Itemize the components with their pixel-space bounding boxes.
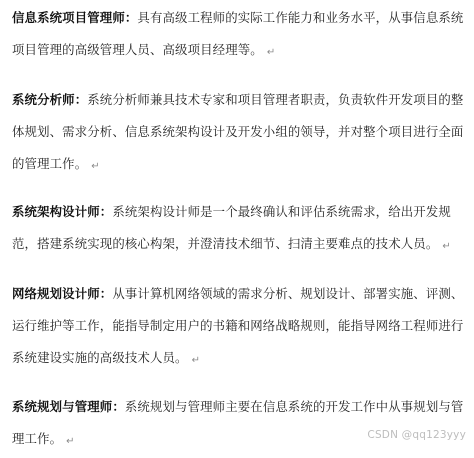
- paragraph-line: [12, 84, 464, 116]
- csdn-watermark: CSDN @qq123yyy: [367, 429, 466, 441]
- term-label: 系统规划与管理师：: [12, 399, 125, 414]
- paragraph-mark-icon: ↵: [191, 355, 201, 366]
- paragraph-line: [12, 391, 464, 423]
- paragraph-system-architect: [12, 196, 464, 260]
- paragraph-mark-icon: ↵: [442, 241, 451, 252]
- term-label: 网络规划设计师：: [12, 286, 113, 301]
- paragraph-text: 具有高级工程师的实际工作能力和业务水平，从事信息系统: [137, 10, 464, 25]
- paragraph-text: 运行维护等工作，能指导制定用户的书籍和网络战略规则，能指导网络工程师进行: [12, 318, 464, 333]
- term-label: 系统分析师：: [12, 92, 88, 107]
- paragraph-mark-icon: ↵: [66, 436, 75, 447]
- paragraph-line: [12, 2, 464, 34]
- paragraph-system-analyst: [12, 84, 464, 180]
- paragraph-mark-icon: ↵: [266, 47, 276, 58]
- paragraph-text: 系统规划与管理师主要在信息系统的开发工作中从事规划与管: [124, 399, 464, 414]
- paragraph-text: 理工作。: [12, 431, 63, 446]
- paragraph-line: [12, 310, 464, 342]
- paragraph-info-system-pm: [12, 2, 464, 66]
- paragraph-text: 系统分析师兼具技术专家和项目管理者职责，负责软件开发项目的整: [87, 92, 464, 107]
- paragraph-line: [12, 228, 464, 260]
- paragraph-text: 系统架构设计师是一个最终确认和评估系统需求，给出开发规: [112, 204, 451, 219]
- paragraph-text: 范，搭建系统实现的核心构架，并澄清技术细节、扫清主要难点的技术人员。: [12, 236, 439, 251]
- term-label: 信息系统项目管理师：: [12, 10, 138, 25]
- paragraph-network-planner: [12, 278, 464, 374]
- paragraph-text: 从事计算机网络领域的需求分析、规划设计、部署实施、评测、: [112, 286, 464, 301]
- paragraph-line: [12, 278, 464, 310]
- paragraph-text: 项目管理的高级管理人员、高级项目经理等。: [12, 42, 263, 57]
- term-label: 系统架构设计师：: [12, 204, 113, 219]
- paragraph-line: [12, 116, 464, 148]
- paragraph-mark-icon: ↵: [91, 161, 100, 172]
- paragraph-line: [12, 196, 464, 228]
- paragraph-line: [12, 34, 464, 66]
- paragraph-text: 的管理工作。: [12, 156, 88, 171]
- paragraph-system-planning-manager: [12, 391, 464, 455]
- paragraph-text: 体规划、需求分析、信息系统架构设计及开发小组的领导，并对整个项目进行全面: [12, 124, 464, 139]
- paragraph-line: [12, 148, 464, 180]
- paragraph-text: 系统建设实施的高级技术人员。: [12, 350, 188, 365]
- paragraph-line: [12, 342, 464, 374]
